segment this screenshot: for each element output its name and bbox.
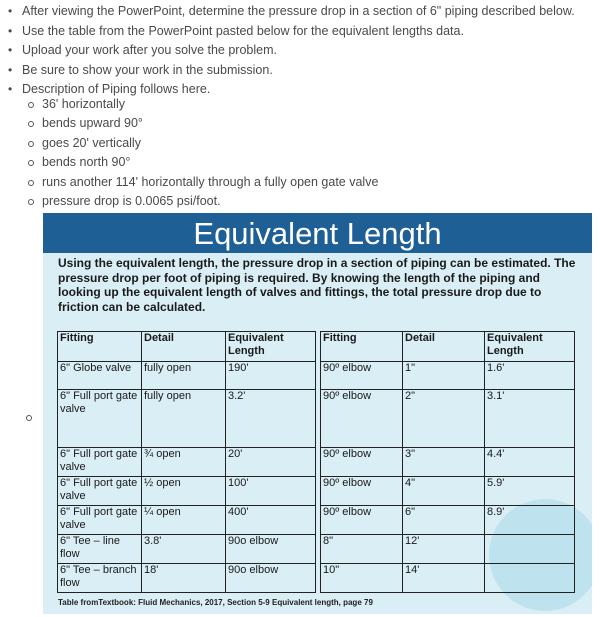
piping-step: bends north 90° [28, 153, 378, 172]
header-cell: Fitting [58, 332, 142, 362]
table-cell: 90º elbow [321, 506, 403, 535]
table-cell: 90º elbow [321, 477, 403, 506]
circle-bullet-icon [26, 415, 32, 421]
circle-bullet-icon [28, 121, 34, 127]
table-cell: 6" Tee – branch flow [58, 564, 142, 593]
table-cell: 190' [226, 362, 316, 390]
header-cell: Equivalent Length [226, 332, 316, 362]
table-cell: 6" Globe valve [58, 362, 142, 390]
table-cell: 8.9' [485, 506, 575, 535]
table-cell: 90o elbow [226, 564, 316, 593]
table-cell [485, 535, 575, 564]
circle-bullet-icon [28, 180, 34, 186]
header-cell: Fitting [321, 332, 403, 362]
instruction-item: • Use the table from the PowerPoint pasted below for the equivalent lengths data. [8, 22, 598, 42]
table-cell: 90o elbow [226, 535, 316, 564]
table-cell: ¾ open [142, 448, 226, 477]
table-row [58, 362, 575, 390]
instruction-item: • Description of Piping follows here. [8, 80, 598, 100]
table-cell: 6" Full port gate valve [58, 506, 142, 535]
table-cell: 20' [226, 448, 316, 477]
instruction-item: • After viewing the PowerPoint, determine the pressure drop in a section of 6" piping described below. [8, 2, 598, 22]
table-row [58, 564, 575, 593]
instruction-item: • Be sure to show your work in the submission. [8, 61, 598, 81]
table-cell [485, 564, 575, 593]
table-cell: fully open [142, 362, 226, 390]
table-cell: 6" Full port gate valve [58, 477, 142, 506]
table-cell: 90º elbow [321, 362, 403, 390]
bullet-icon: • [8, 82, 13, 97]
table-cell: 100' [226, 477, 316, 506]
table-cell: 6" Full port gate valve [58, 390, 142, 448]
table-cell: 1" [403, 362, 485, 390]
table-cell: 1.6' [485, 362, 575, 390]
piping-step: goes 20' vertically [28, 134, 378, 153]
table-cell: 90º elbow [321, 448, 403, 477]
table-cell: 90º elbow [321, 390, 403, 448]
table-cell: 8" [321, 535, 403, 564]
table-row [58, 477, 575, 506]
table-cell: 14' [403, 564, 485, 593]
table-caption: Table fromTextbook: Fluid Mechanics, 2017, Section 5-9 Equivalent length, page 79 [58, 598, 373, 607]
table-cell: 4.4' [485, 448, 575, 477]
piping-step: pressure drop is 0.0065 psi/foot. [28, 192, 378, 211]
header-cell: Detail [403, 332, 485, 362]
table-cell: 3.2' [226, 390, 316, 448]
circle-bullet-icon [28, 160, 34, 166]
table-cell: 10" [321, 564, 403, 593]
table-cell: 12' [403, 535, 485, 564]
table-row [58, 448, 575, 477]
circle-bullet-icon [28, 141, 34, 147]
table-cell: 3" [403, 448, 485, 477]
piping-step: 36' horizontally [28, 95, 378, 114]
table-cell: ¼ open [142, 506, 226, 535]
equivalent-length-slide-image [43, 213, 592, 614]
table-row [58, 390, 575, 448]
table-cell: 2" [403, 390, 485, 448]
instruction-item: • Upload your work after you solve the problem. [8, 41, 598, 61]
table-cell: 3.1' [485, 390, 575, 448]
table-cell: 3.8' [142, 535, 226, 564]
slide-intro-text: Using the equivalent length, the pressure drop in a section of piping can be estimated. The pressure drop per foot of piping is required. By knowing the length of the piping and looking up the equivalent length of valves and fittings, the total pressure drop due to friction can be calculated. [58, 256, 576, 314]
circle-bullet-icon [28, 199, 34, 205]
circle-bullet-icon [28, 102, 34, 108]
bullet-icon: • [8, 62, 13, 77]
equivalent-length-table [57, 331, 575, 593]
table-cell: 4" [403, 477, 485, 506]
slide-title: Equivalent Length [193, 216, 442, 251]
table-cell: 400' [226, 506, 316, 535]
table-cell: ½ open [142, 477, 226, 506]
table-cell: 18' [142, 564, 226, 593]
table-row [58, 506, 575, 535]
table-row [58, 535, 575, 564]
bullet-icon: • [8, 23, 13, 38]
table-cell: fully open [142, 390, 226, 448]
header-cell: Equivalent Length [485, 332, 575, 362]
piping-step: runs another 114' horizontally through a fully open gate valve [28, 173, 378, 192]
header-cell: Detail [142, 332, 226, 362]
instruction-list [8, 2, 598, 100]
table-cell: 5.9' [485, 477, 575, 506]
table-cell: 6" Tee – line flow [58, 535, 142, 564]
bullet-icon: • [8, 4, 13, 18]
table-header-row [58, 332, 575, 362]
bullet-icon: • [8, 43, 13, 58]
piping-step: bends upward 90° [28, 114, 378, 133]
table-cell: 6" Full port gate valve [58, 448, 142, 477]
table-cell: 6" [403, 506, 485, 535]
piping-steps-list [28, 95, 378, 211]
